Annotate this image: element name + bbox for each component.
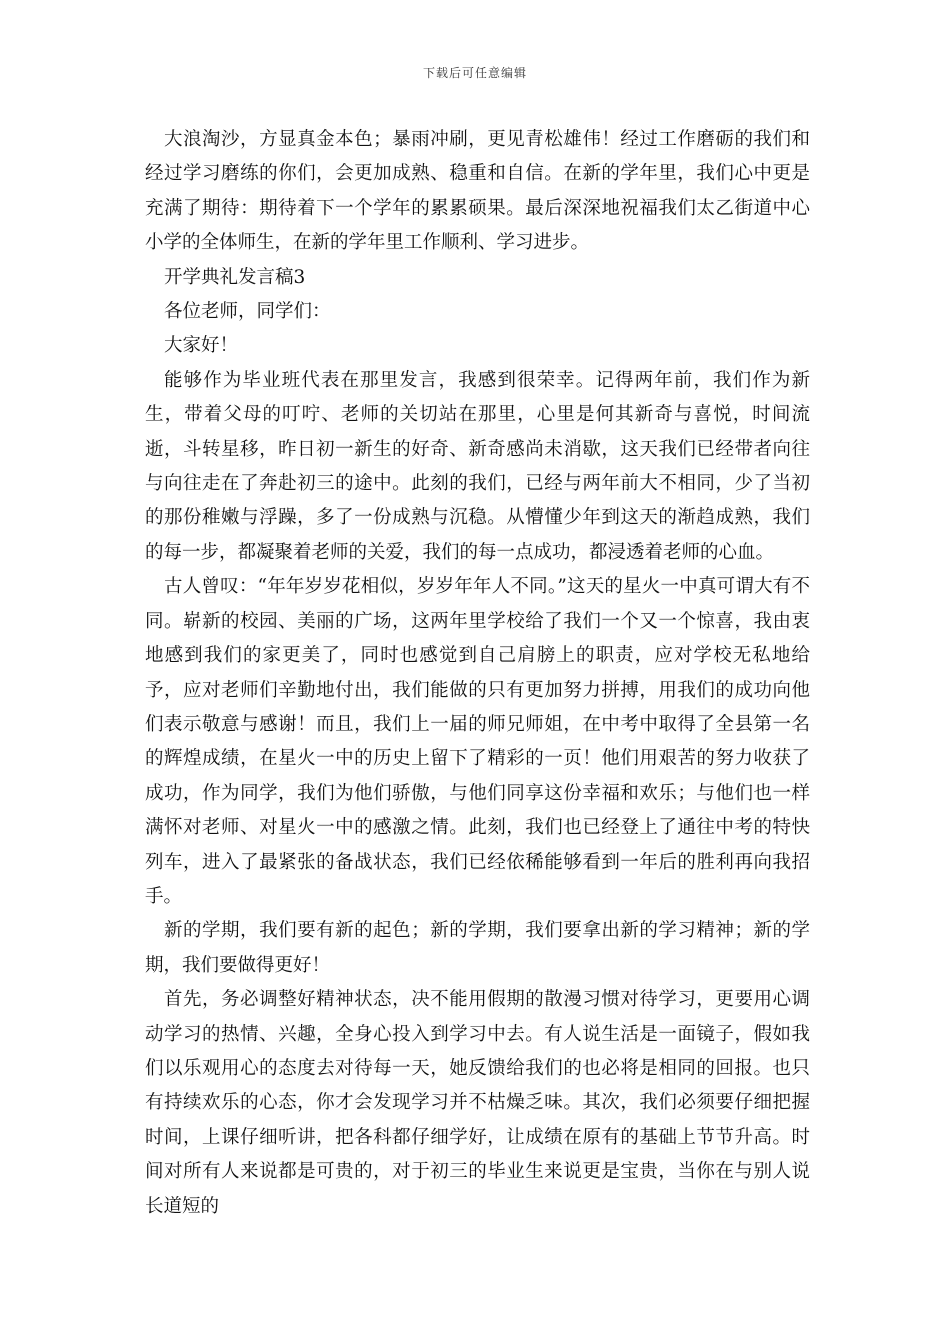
section-title: 开学典礼发言稿3 xyxy=(164,266,306,288)
paragraph: 大浪淘沙，方显真金本色；暴雨冲刷，更见青松雄伟！经过工作磨砺的我们和经过学习磨练的你们，会更加成熟、稳重和自信。在新的学年里，我们心中更是充满了期待：期待着下一个学年的累累硕果。最后深深地祝福我们太乙街道中心小学的全体师生，在新的学年里工作顺利、学习进步。 xyxy=(145,129,810,254)
page-header: 下载后可任意编辑 xyxy=(422,66,527,80)
greeting: 大家好！ xyxy=(164,335,239,357)
salutation: 各位老师，同学们： xyxy=(164,301,331,323)
paragraph: 能够作为毕业班代表在那里发言，我感到很荣幸。记得两年前，我们作为新生，带着父母的叮咛、老师的关切站在那里，心里是何其新奇与喜悦，时间流逝，斗转星移，昨日初一新生的好奇、新奇感尚未消歇，这天我们已经带者向往与向往走在了奔赴初三的途中。此刻的我们，已经与两年前大不相同，少了当初的那份稚嫩与浮躁，多了一份成熟与沉稳。从懵懂少年到这天的渐趋成熟，我们的每一步，都凝聚着老师的关爱，我们的每一点成功，都浸透着老师的心血。 xyxy=(145,369,810,563)
paragraph: 古人曾叹：“年年岁岁花相似，岁岁年年人不同。”这天的星火一中真可谓大有不同。崭新的校园、美丽的广场，这两年里学校给了我们一个又一个惊喜，我由衷地感到我们的家更美了，同时也感觉到自己肩膀上的职责，应对学校无私地给予，应对老师们辛勤地付出，我们能做的只有更加努力拼搏，用我们的成功向他们表示敬意与感谢！而且，我们上一届的师兄师姐，在中考中取得了全县第一名的辉煌成绩，在星火一中的历史上留下了精彩的一页！他们用艰苦的努力收获了成功，作为同学，我们为他们骄傲，与他们同享这份幸福和欢乐；与他们也一样满怀对老师、对星火一中的感激之情。此刻，我们也已经登上了通往中考的特快列车，进入了最紧张的备战状态，我们已经依稀能够看到一年后的胜利再向我招手。 xyxy=(145,576,810,907)
paragraph: 新的学期，我们要有新的起色；新的学期，我们要拿出新的学习精神；新的学期，我们要做得更好！ xyxy=(145,920,810,976)
document-body xyxy=(145,123,810,1224)
paragraph: 首先，务必调整好精神状态，决不能用假期的散漫习惯对待学习，更要用心调动学习的热情、兴趣，全身心投入到学习中去。有人说生活是一面镜子，假如我们以乐观用心的态度去对待每一天，她反馈给我们的也必将是相同的回报。也只有持续欢乐的心态，你才会发现学习并不枯燥乏味。其次，我们必须要仔细把握时间，上课仔细听讲，把各科都仔细学好，让成绩在原有的基础上节节升高。时间对所有人来说都是可贵的，对于初三的毕业生来说更是宝贵，当你在与别人说长道短的 xyxy=(145,989,810,1217)
